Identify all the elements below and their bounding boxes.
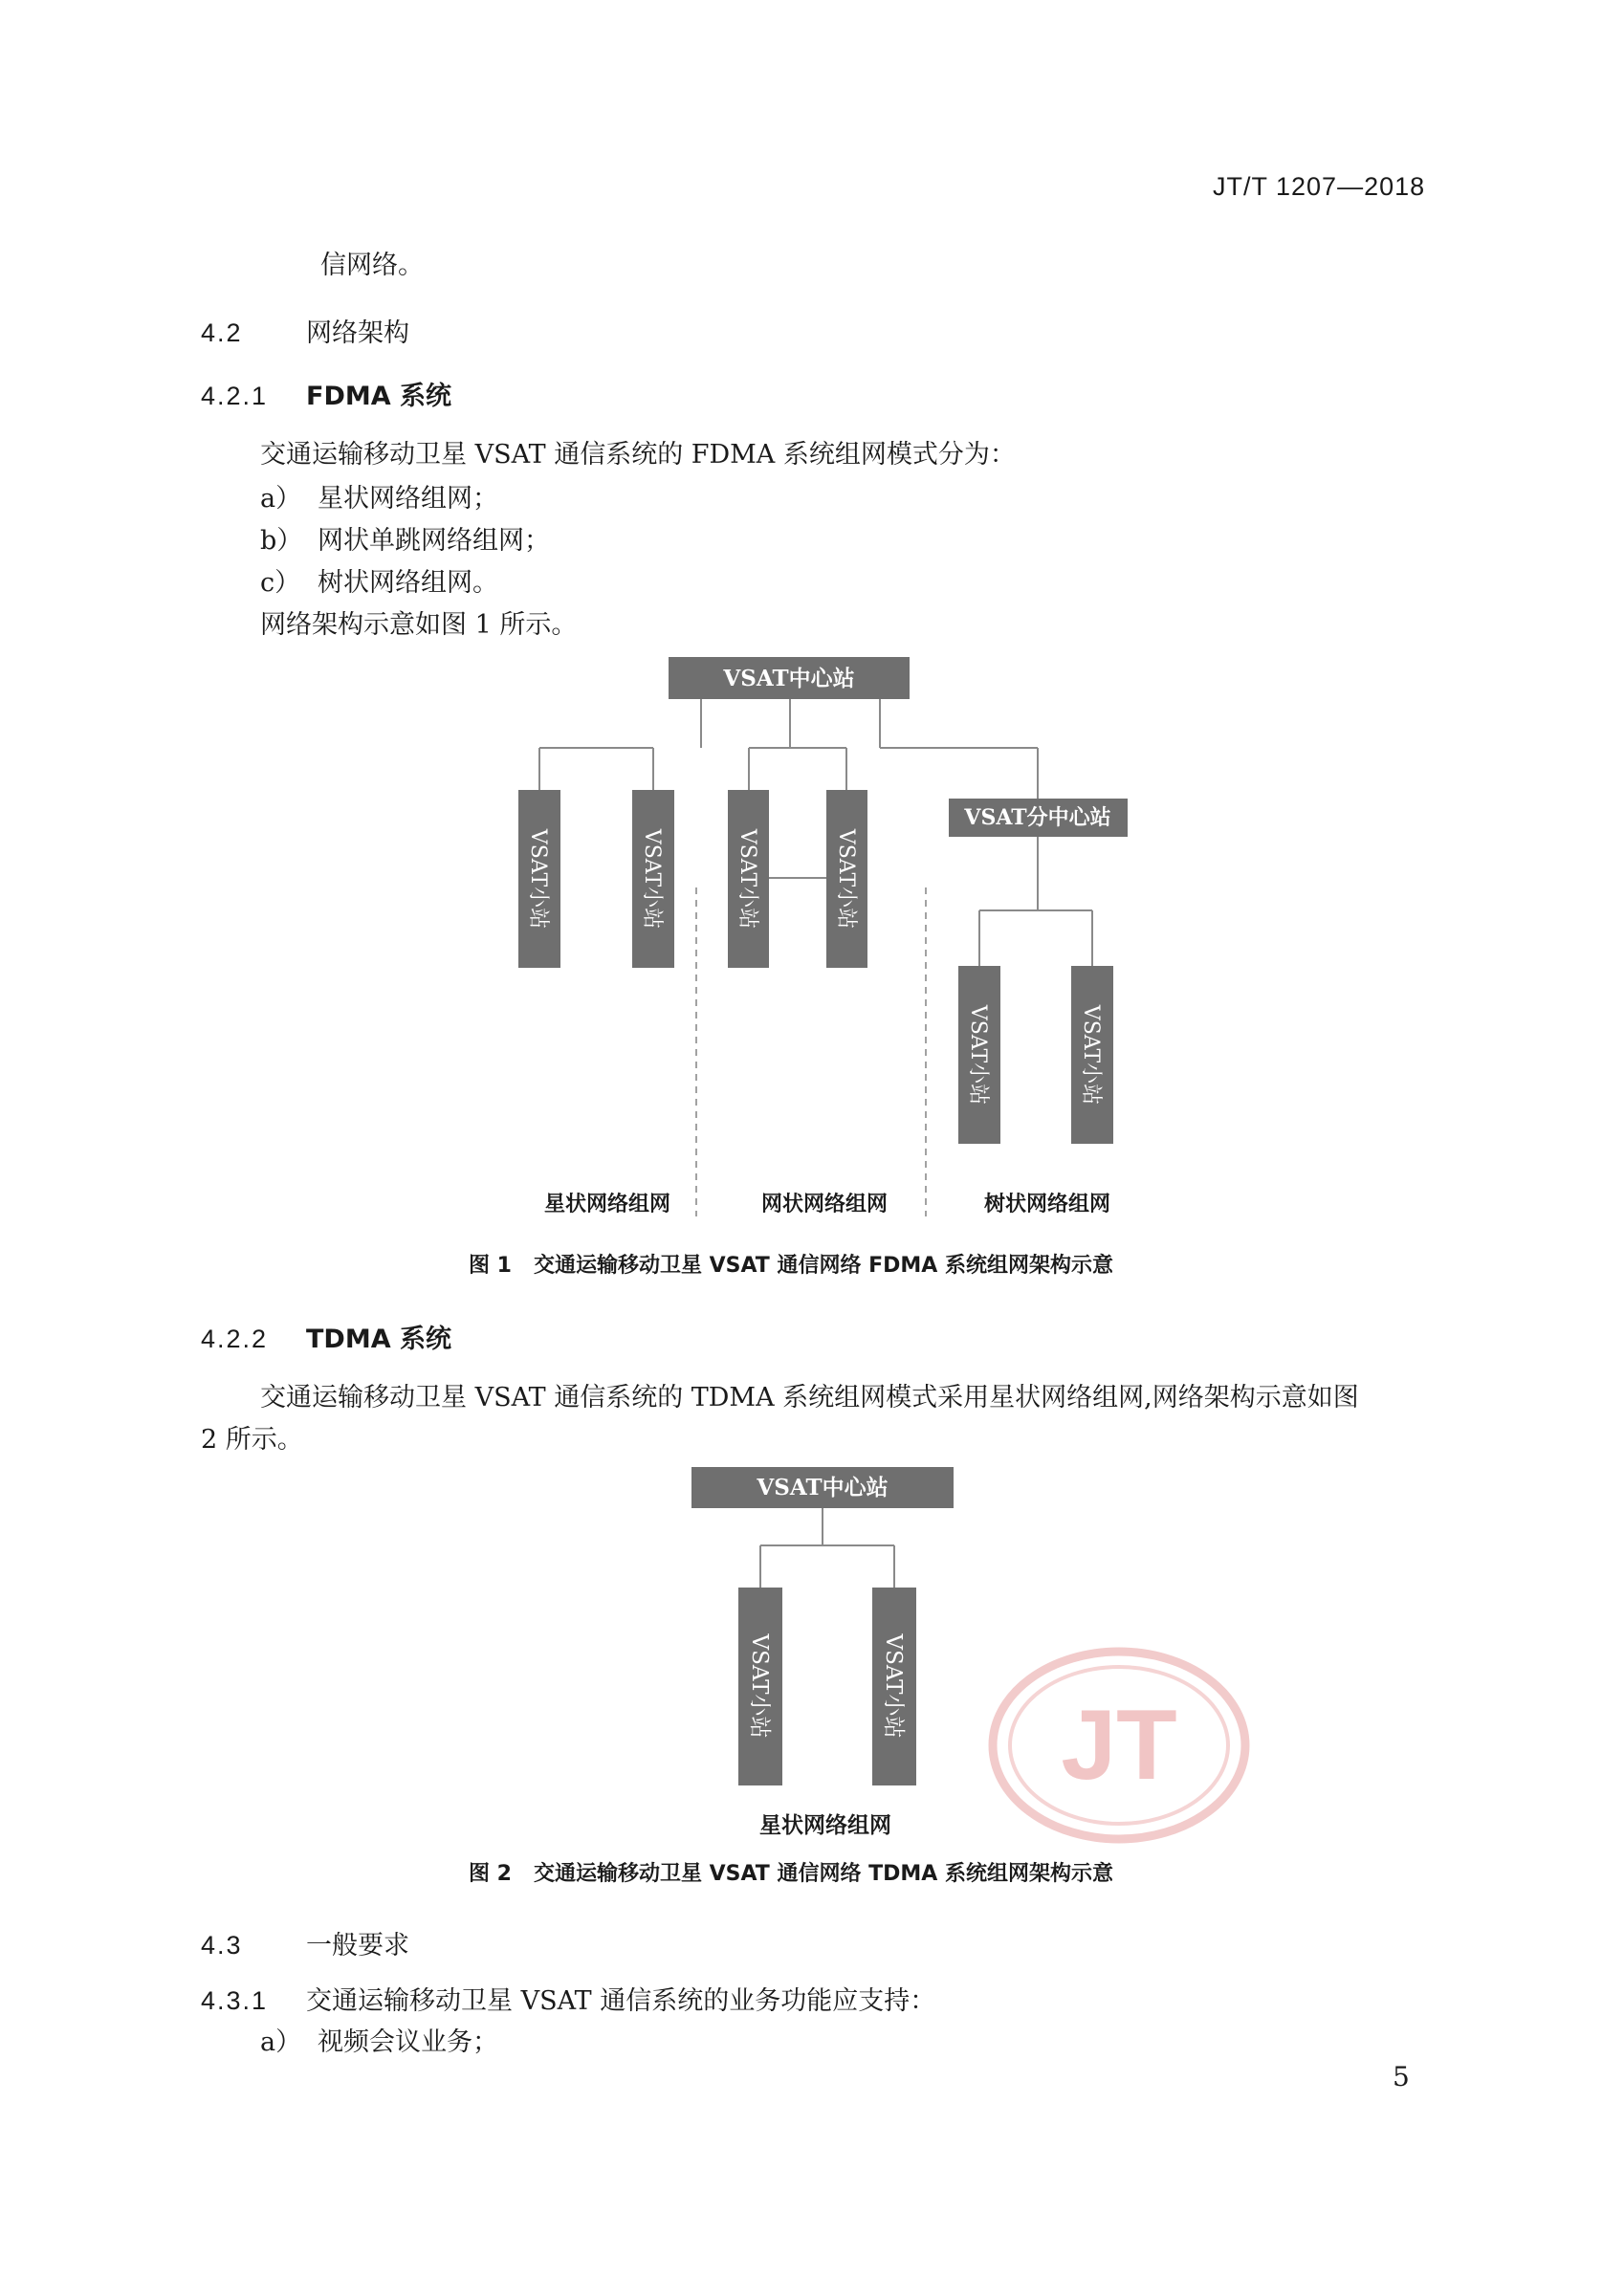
list-item: c） 树状网络组网。 bbox=[260, 568, 498, 598]
small-station-label: VSAT小站 bbox=[1079, 1004, 1103, 1106]
small-station-label: VSAT小站 bbox=[834, 828, 858, 930]
standard-number: JT/T 1207—2018 bbox=[1213, 172, 1426, 201]
small-station-box bbox=[872, 1588, 916, 1785]
small-station-label: VSAT小站 bbox=[966, 1004, 990, 1106]
section-title: 网络架构 bbox=[306, 318, 409, 348]
tdma-paragraph-line-1: 交通运输移动卫星 VSAT 通信系统的 TDMA 系统组网模式采用星状网络组网,网络架构示意如图 bbox=[260, 1383, 1359, 1413]
small-station-box bbox=[738, 1588, 782, 1785]
sub-center-station-label: VSAT分中心站 bbox=[964, 805, 1111, 830]
center-station-label: VSAT中心站 bbox=[723, 666, 855, 691]
group-label-star: 星状网络组网 bbox=[543, 1193, 671, 1216]
group-label-star: 星状网络组网 bbox=[759, 1813, 891, 1838]
section-4-3-1-text: 4.3.1 交通运输移动卫星 VSAT 通信系统的业务功能应支持： bbox=[201, 1986, 936, 2016]
list-item: b） 网状单跳网络组网； bbox=[260, 526, 550, 556]
continuation-text: 信网络。 bbox=[320, 251, 424, 280]
stamp-text: JT bbox=[1061, 1690, 1177, 1801]
group-label-mesh: 网状网络组网 bbox=[760, 1193, 889, 1216]
section-title: FDMA 系统 bbox=[306, 382, 452, 411]
tdma-paragraph-line-2: 2 所示。 bbox=[201, 1425, 303, 1455]
section-title: TDMA 系统 bbox=[306, 1325, 451, 1354]
figure-reference: 网络架构示意如图 1 所示。 bbox=[260, 610, 578, 640]
connector-lines bbox=[760, 1508, 894, 1588]
small-station-label: VSAT小站 bbox=[735, 828, 759, 930]
figure-1-caption: 图 1 交通运输移动卫星 VSAT 通信网络 FDMA 系统组网架构示意 bbox=[469, 1254, 1113, 1278]
group-label-tree: 树状网络组网 bbox=[983, 1193, 1111, 1216]
list-item: a） 视频会议业务； bbox=[260, 2027, 498, 2057]
center-station-label: VSAT中心站 bbox=[757, 1475, 889, 1500]
section-number: 4.2 bbox=[201, 318, 243, 347]
section-title: 一般要求 bbox=[306, 1931, 409, 1960]
center-station-box bbox=[691, 1467, 954, 1508]
section-number: 4.3 bbox=[201, 1931, 243, 1960]
small-station-label: VSAT小站 bbox=[640, 828, 664, 930]
section-number: 4.2.2 bbox=[201, 1325, 269, 1353]
fdma-intro: 交通运输移动卫星 VSAT 通信系统的 FDMA 系统组网模式分为： bbox=[260, 440, 1016, 470]
figure-2-caption: 图 2 交通运输移动卫星 VSAT 通信网络 TDMA 系统组网架构示意 bbox=[469, 1862, 1113, 1886]
section-number: 4.2.1 bbox=[201, 382, 269, 410]
small-station-label: VSAT小站 bbox=[526, 828, 550, 930]
small-station-label: VSAT小站 bbox=[881, 1633, 906, 1739]
section-4-3-heading bbox=[201, 1924, 409, 1961]
list-item: a） 星状网络组网； bbox=[260, 484, 498, 514]
page-number: 5 bbox=[1393, 2061, 1410, 2092]
small-station-label: VSAT小站 bbox=[747, 1633, 772, 1739]
